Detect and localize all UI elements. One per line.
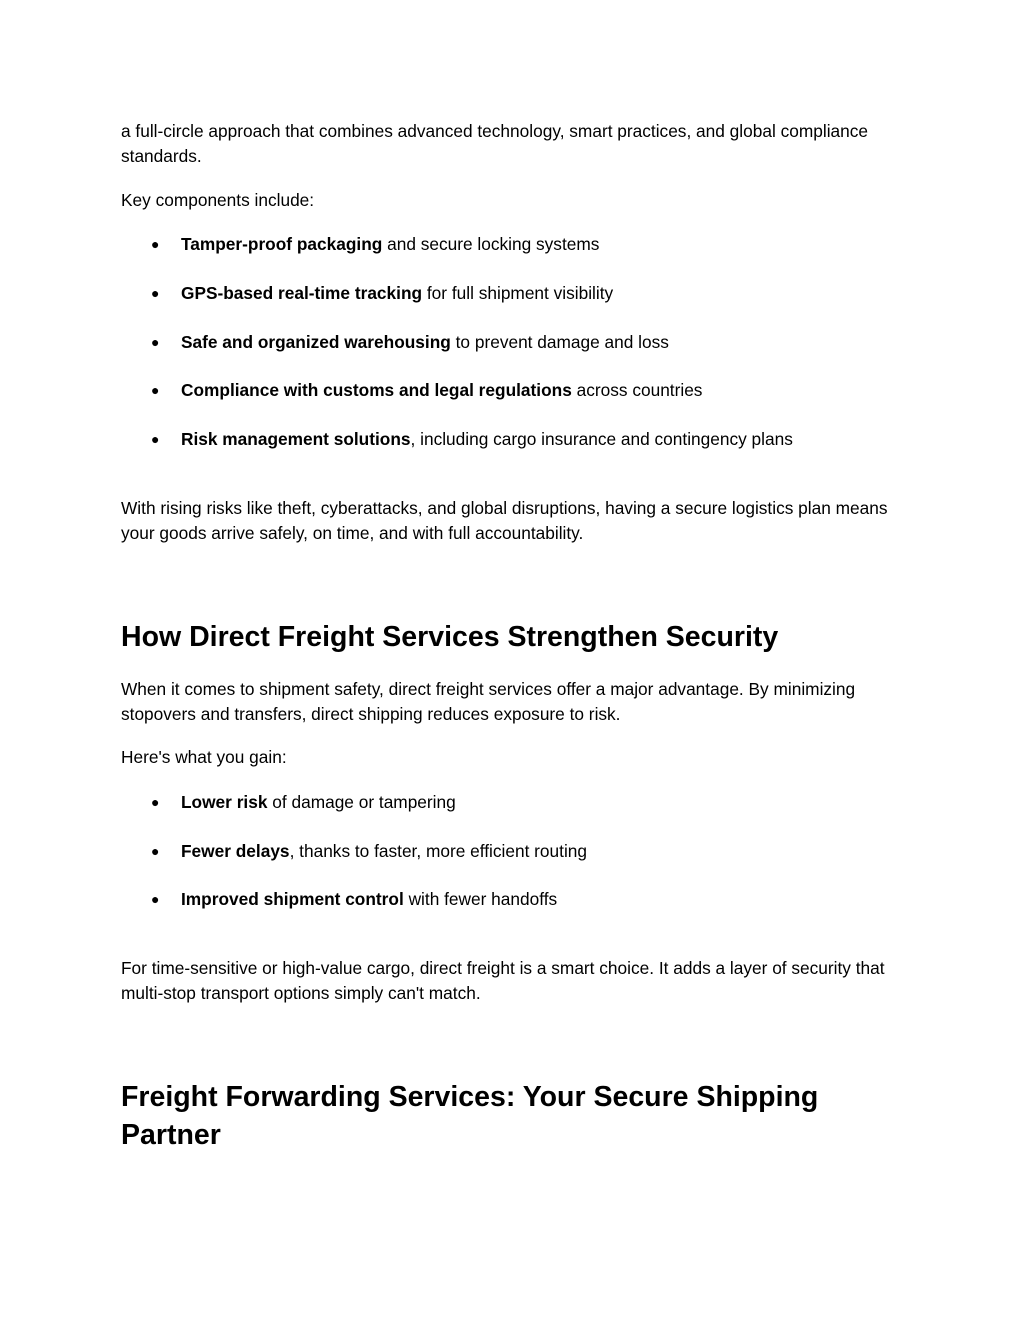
- direct-freight-paragraph: When it comes to shipment safety, direct freight services offer a major advantage. By minimizing stopovers and transfers, direct shipping reduces exposure to risk.: [121, 679, 856, 724]
- section-heading-freight-forwarding: Freight Forwarding Services: Your Secure Shipping Partner: [121, 1081, 819, 1151]
- bullet-icon: ●: [151, 236, 160, 252]
- list-item-bold: Improved shipment control: [181, 889, 404, 909]
- bullet-icon: ●: [151, 891, 160, 907]
- list-item-text: of damage or tampering: [267, 792, 456, 812]
- list-item-bold: Compliance with customs and legal regulations: [181, 380, 572, 400]
- gain-label: Here's what you gain:: [121, 747, 287, 767]
- list-item-text: and secure locking systems: [382, 234, 600, 254]
- list-item-text: to prevent damage and loss: [450, 332, 669, 352]
- list-item-text: across countries: [571, 380, 703, 400]
- list-item-text: , including cargo insurance and contingency plans: [410, 429, 793, 449]
- list-item-bold: Fewer delays: [181, 841, 290, 861]
- list-item-text: with fewer handoffs: [403, 889, 558, 909]
- list-item-bold: Safe and organized warehousing: [181, 332, 451, 352]
- list-item-bold: Tamper-proof packaging: [181, 234, 383, 254]
- section-heading-direct-freight: How Direct Freight Services Strengthen Security: [121, 621, 779, 653]
- intro-continuation-paragraph: a full-circle approach that combines advanced technology, smart practices, and global compliance standards.: [121, 121, 869, 166]
- list-item-bold: GPS-based real-time tracking: [181, 283, 423, 303]
- bullet-icon: ●: [151, 794, 160, 810]
- bullet-icon: ●: [151, 843, 160, 859]
- key-components-label: Key components include:: [121, 190, 315, 210]
- bullet-icon: ●: [151, 334, 160, 350]
- bullet-icon: ●: [151, 382, 160, 398]
- list-item-text: for full shipment visibility: [422, 283, 614, 303]
- direct-freight-closing-paragraph: For time-sensitive or high-value cargo, direct freight is a smart choice. It adds a layer of security that multi-stop transport options simply can't match.: [121, 958, 885, 1003]
- bullet-icon: ●: [151, 431, 160, 447]
- bullet-icon: ●: [151, 285, 160, 301]
- list-item-bold: Risk management solutions: [181, 429, 411, 449]
- list-item-text: , thanks to faster, more efficient routing: [289, 841, 588, 861]
- intro-closing-paragraph: With rising risks like theft, cyberattacks, and global disruptions, having a secure logistics plan means your goods arrive safely, on time, and with full accountability.: [121, 498, 888, 543]
- list-item-bold: Lower risk: [181, 792, 268, 812]
